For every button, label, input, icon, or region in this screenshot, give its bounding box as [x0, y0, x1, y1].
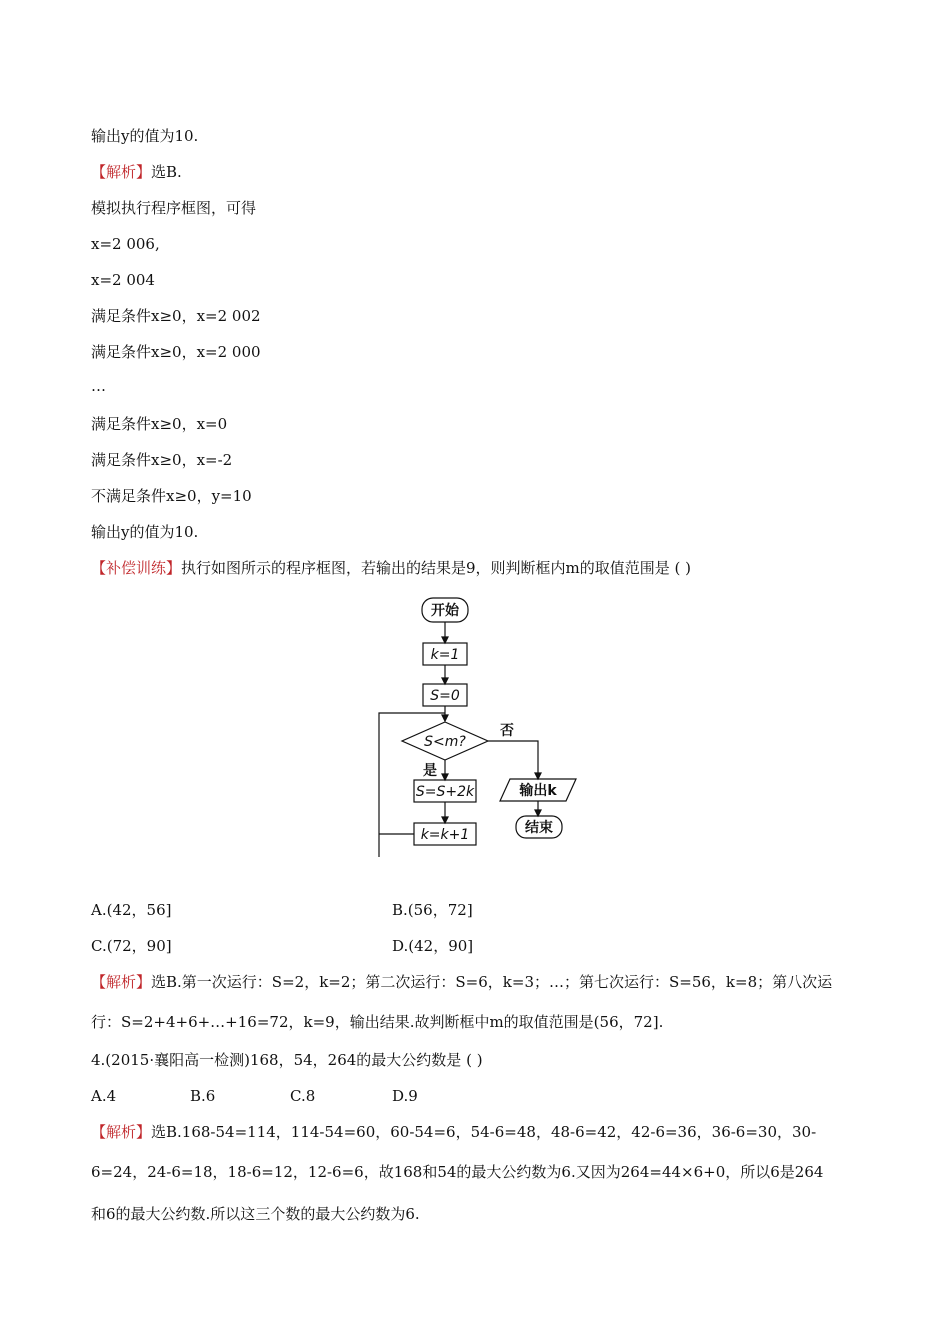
option-a-1: A.(42，56]: [91, 901, 172, 919]
flowchart: [370, 595, 590, 865]
analysis1-text1: 选B.第一次运行：S=2，k=2；第二次运行：S=6，k=3；…；第七次运行：S=56，k=8；第八次运: [151, 973, 833, 991]
option-c-1: C.(72，90]: [91, 937, 172, 955]
end-label: 结束: [525, 820, 553, 836]
line-ellipsis: …: [91, 377, 106, 395]
analysis1-line2: 行：S=2+4+6+…+16=72，k=9，输出结果.故判断框中m的取值范围是(56，72].: [91, 1013, 664, 1031]
option-d-4: D.9: [392, 1087, 418, 1105]
line-x-2004: x=2 004: [91, 271, 155, 289]
condition-label: S<m?: [424, 734, 466, 750]
line-simulate: 模拟执行程序框图，可得: [91, 199, 257, 217]
supplement-text: 执行如图所示的程序框图，若输出的结果是9，则判断框内m的取值范围是 ( ): [181, 559, 692, 577]
line-supplement-question: [91, 558, 691, 578]
line-cond-neg2: 满足条件x≥0，x=-2: [91, 451, 233, 469]
line-cond-2000: 满足条件x≥0，x=2 000: [91, 343, 261, 361]
yes-label: 是: [423, 763, 437, 779]
analysis2-line3: 和6的最大公约数.所以这三个数的最大公约数为6.: [91, 1205, 420, 1223]
analysis1-tag: 【解析】: [91, 973, 152, 991]
k-init-label: k=1: [430, 647, 460, 663]
analysis2-line1: [91, 1122, 816, 1142]
k-update-label: k=k+1: [420, 827, 470, 843]
analysis1-line1: [91, 972, 832, 992]
line-cond-2002: 满足条件x≥0，x=2 002: [91, 307, 261, 325]
line-output-y-2: 输出y的值为10.: [91, 523, 199, 541]
analysis2-tag: 【解析】: [91, 1123, 152, 1141]
s-update-label: S=S+2k: [415, 784, 475, 800]
option-b-4: B.6: [190, 1087, 216, 1105]
s-init-label: S=0: [430, 688, 460, 704]
line-output-y-1: 输出y的值为10.: [91, 127, 199, 145]
analysis-tag: 【解析】: [91, 163, 152, 181]
option-d-1: D.(42，90]: [392, 937, 474, 955]
analysis-answer: 选B.: [151, 163, 182, 181]
flowchart-svg: [370, 595, 590, 865]
option-a-4: A.4: [91, 1087, 117, 1105]
option-c-4: C.8: [290, 1087, 316, 1105]
option-b-1: B.(56，72]: [392, 901, 473, 919]
no-label: 否: [500, 723, 514, 739]
line-x-2006: x=2 006,: [91, 235, 160, 253]
start-label: 开始: [431, 603, 459, 619]
output-label: 输出k: [519, 783, 557, 799]
analysis2-text1: 选B.168-54=114，114-54=60，60-54=6，54-6=48，48-6=42，42-6=36，36-6=30，30-: [151, 1123, 817, 1141]
line-cond-0: 满足条件x≥0，x=0: [91, 415, 228, 433]
analysis2-line2: 6=24，24-6=18，18-6=12，12-6=6，故168和54的最大公约数为6.又因为264=44×6+0，所以6是264: [91, 1163, 824, 1181]
question4-stem: 4.(2015·襄阳高一检测)168，54，264的最大公约数是 ( ): [91, 1051, 483, 1069]
line-not-cond: 不满足条件x≥0，y=10: [91, 487, 252, 505]
line-analysis-header: [91, 162, 182, 182]
supplement-tag: 【补偿训练】: [91, 559, 182, 577]
